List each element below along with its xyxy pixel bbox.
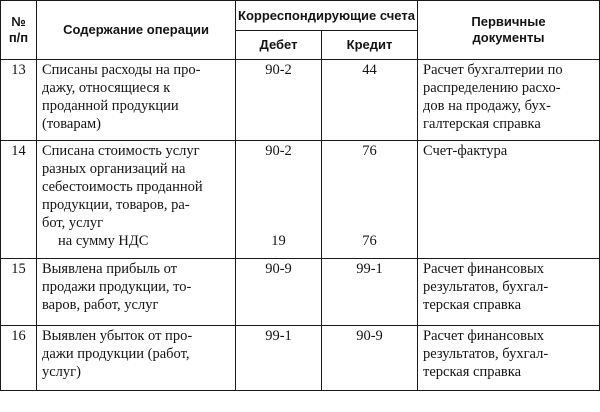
- doc-line: результатов, бухгал-: [423, 279, 549, 295]
- header-num: [1, 1, 37, 60]
- row-doc: [418, 141, 600, 259]
- doc-line: Расчет бухгалтерии по: [423, 62, 563, 78]
- row-credit: [322, 141, 418, 259]
- row-num: 14: [1, 141, 37, 259]
- header-num-line2: п/п: [8, 30, 29, 45]
- row-desc: [37, 326, 236, 391]
- header-debit: Дебет: [236, 31, 322, 60]
- desc-sub-line: на сумму НДС: [58, 233, 149, 249]
- row-num: 15: [1, 259, 37, 326]
- desc-line: себестоимость проданной: [42, 179, 203, 195]
- row-doc: [418, 259, 600, 326]
- row-doc: [418, 326, 600, 391]
- doc-line: результатов, бухгал-: [423, 346, 549, 362]
- desc-line: проданной продукции: [42, 98, 179, 114]
- row-credit: 90-9: [322, 326, 418, 391]
- row-num: 16: [1, 326, 37, 391]
- doc-line: галтерская справка: [423, 116, 541, 132]
- row-credit: 99-1: [322, 259, 418, 326]
- table-row: [1, 60, 600, 141]
- row-credit: 44: [322, 60, 418, 141]
- desc-line: (товарам): [42, 116, 102, 132]
- row-desc: [37, 60, 236, 141]
- row-desc: [37, 259, 236, 326]
- row-debit: [236, 141, 322, 259]
- table-row: [1, 141, 600, 259]
- header-num-line1: №: [11, 14, 26, 29]
- row-num: 13: [1, 60, 37, 141]
- desc-line: дажи продукции (работ,: [42, 346, 190, 362]
- row-debit: 90-2: [236, 60, 322, 141]
- header-credit: Кредит: [322, 31, 418, 60]
- header-accounts-group: Корреспондирующие счета: [236, 1, 418, 31]
- desc-line: бот, услуг: [42, 215, 104, 231]
- header-docs-line2: документы: [472, 30, 545, 45]
- row-desc: [37, 141, 236, 259]
- desc-line: Выявлена прибыль от: [42, 261, 177, 277]
- desc-line: дажу, относящиеся к: [42, 80, 171, 96]
- debit-main: 90-2: [265, 143, 292, 159]
- doc-line: дов на продажу, бух-: [423, 98, 551, 114]
- desc-line: услуг): [42, 364, 81, 380]
- debit-sub: 19: [271, 233, 286, 249]
- header-docs-line1: Первичные: [471, 14, 546, 29]
- credit-sub: 76: [362, 233, 377, 249]
- doc-line: Счет-фактура: [423, 143, 508, 159]
- desc-line: продажи продукции, то-: [42, 279, 192, 295]
- doc-line: терская справка: [423, 364, 522, 380]
- header-docs: [418, 1, 600, 60]
- credit-main: 76: [362, 143, 377, 159]
- desc-line: Выявлен убыток от про-: [42, 328, 193, 344]
- doc-line: распределению расхо-: [423, 80, 561, 96]
- desc-line: Списаны расходы на про-: [42, 62, 201, 78]
- desc-line: Списана стоимость услуг: [42, 143, 200, 159]
- desc-line: варов, работ, услуг: [42, 297, 159, 313]
- desc-line: продукции, товаров, ра-: [42, 197, 190, 213]
- table-row: [1, 259, 600, 326]
- header-content: Содержание операции: [37, 1, 236, 60]
- row-debit: 99-1: [236, 326, 322, 391]
- row-debit: 90-9: [236, 259, 322, 326]
- row-doc: [418, 60, 600, 141]
- doc-line: Расчет финансовых: [423, 261, 544, 277]
- desc-line: разных организаций на: [42, 161, 186, 177]
- table-row: [1, 326, 600, 391]
- doc-line: терская справка: [423, 297, 522, 313]
- doc-line: Расчет финансовых: [423, 328, 544, 344]
